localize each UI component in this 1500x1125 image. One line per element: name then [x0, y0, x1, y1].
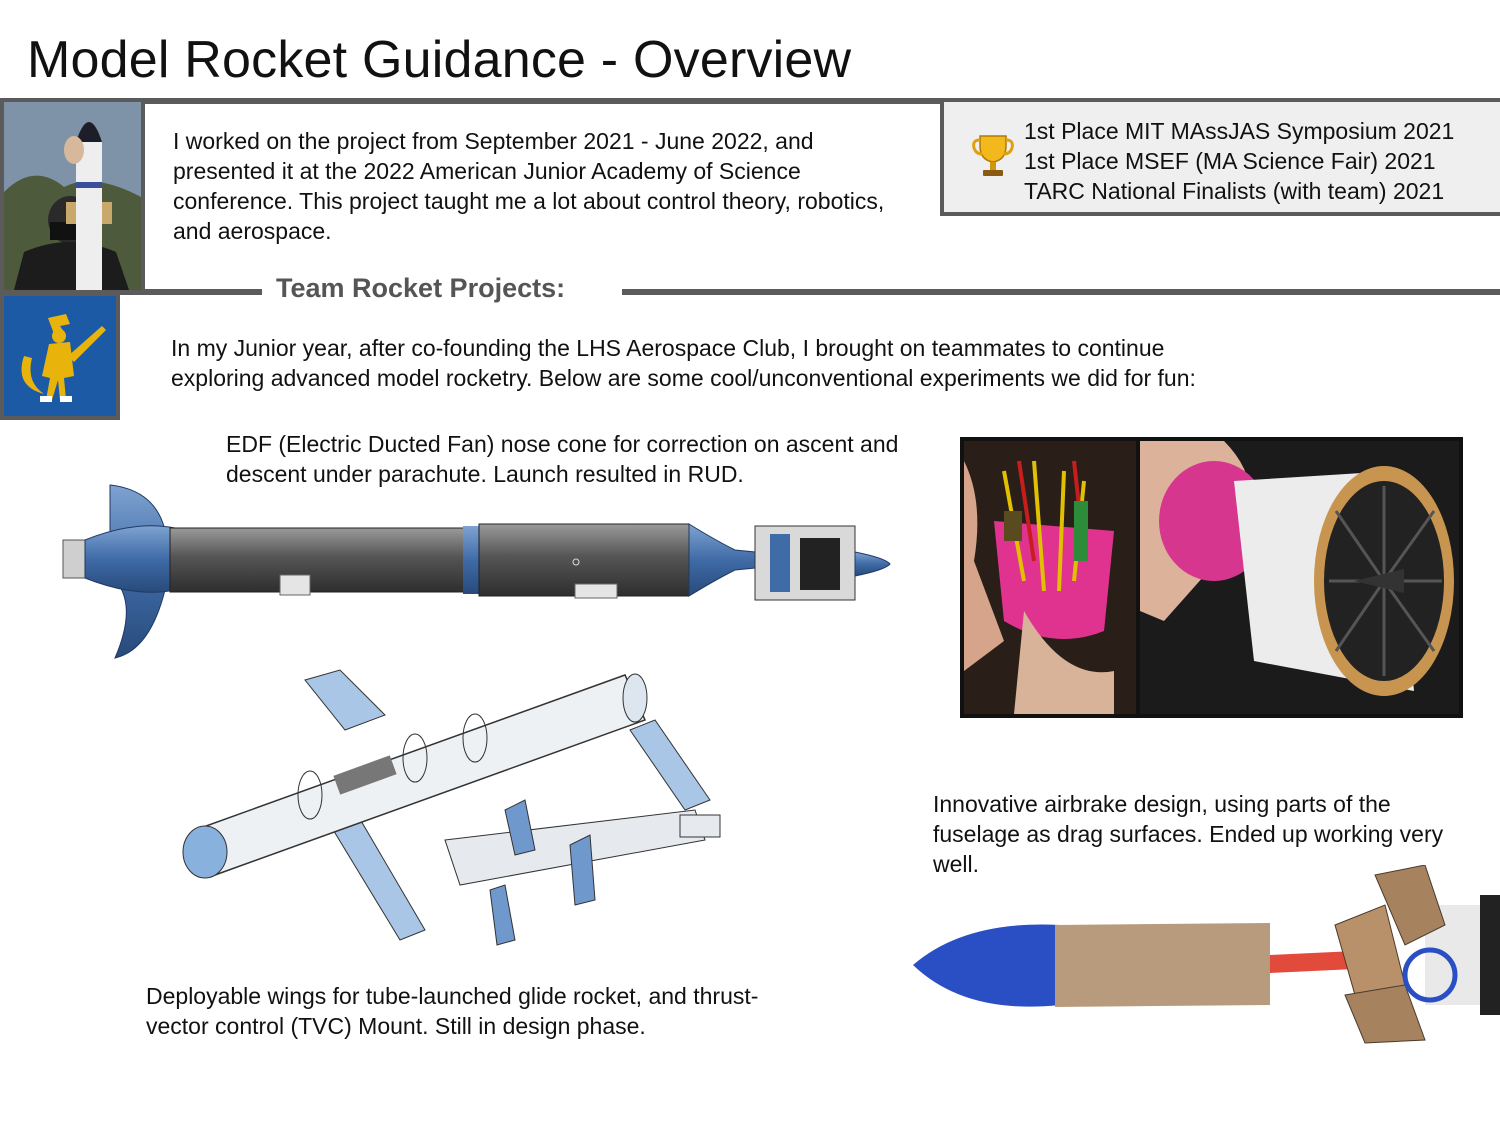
edf-caption: EDF (Electric Ducted Fan) nose cone for correction on ascent and descent under parachute. Launch resulted in RUD. — [226, 431, 899, 487]
trophy-icon — [972, 132, 1014, 180]
intro-paragraph: I worked on the project from September 2021 - June 2022, and presented it at the 2022 American Junior Academy of Science conference. This project taught me a lot about control theory, robotics, and aerospace. — [173, 128, 885, 244]
section-bar-right — [622, 289, 1500, 295]
club-paragraph — [171, 333, 1331, 393]
airbrake-photo — [905, 865, 1500, 1045]
award-item: TARC National Finalists (with team) 2021 — [1024, 178, 1445, 204]
award-item: 1st Place MSEF (MA Science Fair) 2021 — [1024, 148, 1436, 174]
page-title: Model Rocket Guidance - Overview — [27, 31, 852, 89]
awards-list — [1024, 116, 1454, 206]
club-paragraph-line: exploring advanced model rocketry. Below are some cool/unconventional experiments we did for fun: — [171, 365, 1196, 391]
club-paragraph-line: In my Junior year, after co-founding the LHS Aerospace Club, I brought on teammates to continue — [171, 335, 1165, 361]
author-photo — [0, 98, 145, 294]
award-item: 1st Place MIT MAssJAS Symposium 2021 — [1024, 118, 1455, 144]
section-title: Team Rocket Projects: — [276, 273, 566, 303]
glide-rocket-render — [175, 660, 735, 960]
wings-caption: Deployable wings for tube-launched glide rocket, and thrust-vector control (TVC) Mount. Still in design phase. — [146, 983, 759, 1039]
minuteman-logo — [0, 292, 120, 420]
edf-rocket-render — [55, 480, 895, 665]
awards-box — [940, 98, 1500, 216]
edf-photo — [960, 437, 1463, 718]
airbrake-caption: Innovative airbrake design, using parts of the fuselage as drag surfaces. Ended up working very well. — [933, 791, 1444, 877]
